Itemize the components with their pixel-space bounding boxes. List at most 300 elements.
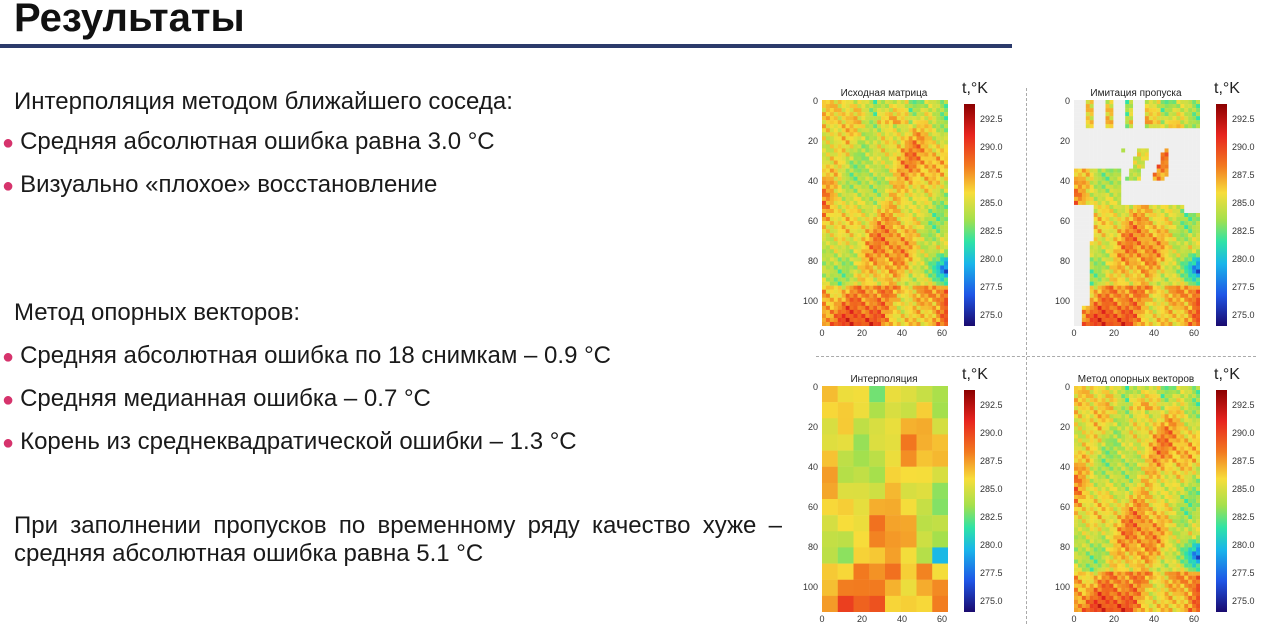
heatmap-cell xyxy=(909,205,913,209)
heatmap-cell xyxy=(830,310,834,314)
heatmap-cell xyxy=(1184,422,1188,426)
heatmap-cell xyxy=(1074,132,1078,136)
heatmap-cell xyxy=(913,209,917,213)
heatmap-cell xyxy=(1121,479,1125,483)
heatmap-cell xyxy=(1082,402,1086,406)
heatmap-cell xyxy=(1176,479,1180,483)
heatmap-cell xyxy=(854,237,858,241)
heatmap-cell xyxy=(893,290,897,294)
heatmap-cell xyxy=(1113,318,1117,322)
heatmap-cell xyxy=(1176,165,1180,169)
heatmap-cell xyxy=(826,221,830,225)
heatmap-cell xyxy=(1141,221,1145,225)
heatmap-cell xyxy=(1172,414,1176,418)
heatmap-cell xyxy=(924,165,928,169)
heatmap-cell xyxy=(901,181,905,185)
heatmap-cell xyxy=(924,209,928,213)
heatmap-cell xyxy=(1082,491,1086,495)
heatmap-cell xyxy=(1106,479,1110,483)
heatmap-cell xyxy=(1169,140,1173,144)
heatmap-cell xyxy=(901,249,905,253)
heatmap-cell xyxy=(869,104,873,108)
heatmap-cell xyxy=(1090,503,1094,507)
heatmap-cell xyxy=(877,274,881,278)
heatmap-cell xyxy=(940,314,944,318)
heatmap-cell xyxy=(901,173,905,177)
heatmap-cell xyxy=(1149,157,1153,161)
heatmap-cell xyxy=(881,221,885,225)
heatmap-cell xyxy=(932,245,936,249)
heatmap-cell xyxy=(1090,434,1094,438)
heatmap-cell xyxy=(1121,451,1125,455)
heatmap-cell xyxy=(1196,523,1200,527)
heatmap-cell xyxy=(1172,471,1176,475)
heatmap-cell xyxy=(920,282,924,286)
heatmap-cell xyxy=(1145,310,1149,314)
heatmap-cell xyxy=(1082,112,1086,116)
heatmap-cell xyxy=(1078,479,1082,483)
heatmap-cell xyxy=(1149,410,1153,414)
heatmap-cell xyxy=(1117,116,1121,120)
heatmap-cell xyxy=(889,165,893,169)
heatmap-cell xyxy=(877,318,881,322)
heatmap-cell xyxy=(1188,136,1192,140)
heatmap-cell xyxy=(1098,181,1102,185)
heatmap-cell xyxy=(834,112,838,116)
heatmap-cell xyxy=(1094,314,1098,318)
heatmap-cell xyxy=(1180,483,1184,487)
heatmap-cell xyxy=(1188,128,1192,132)
heatmap-cell xyxy=(822,314,826,318)
heatmap-cell xyxy=(830,278,834,282)
heatmap-cell xyxy=(1188,177,1192,181)
heatmap-cell xyxy=(932,229,936,233)
heatmap-cell xyxy=(1094,459,1098,463)
heatmap-cell xyxy=(1125,418,1129,422)
heatmap-cell xyxy=(1157,165,1161,169)
heatmap-cell xyxy=(881,177,885,181)
heatmap-cell xyxy=(1102,447,1106,451)
heatmap-cell xyxy=(1149,471,1153,475)
heatmap-cell xyxy=(901,261,905,265)
heatmap-cell xyxy=(1109,241,1113,245)
heatmap-cell xyxy=(1082,398,1086,402)
heatmap-cell xyxy=(842,290,846,294)
heatmap-cell xyxy=(842,209,846,213)
heatmap-cell xyxy=(834,241,838,245)
heatmap-cell xyxy=(1106,487,1110,491)
heatmap-cell xyxy=(1153,459,1157,463)
heatmap-cell xyxy=(1090,294,1094,298)
heatmap-cell xyxy=(944,189,948,193)
heatmap-cell xyxy=(1192,467,1196,471)
heatmap-cell xyxy=(861,161,865,165)
heatmap-cell xyxy=(1157,471,1161,475)
heatmap-cell xyxy=(1145,418,1149,422)
heatmap-cell xyxy=(1153,491,1157,495)
heatmap-cell xyxy=(1172,491,1176,495)
heatmap-cell xyxy=(1172,443,1176,447)
heatmap-cell xyxy=(1137,221,1141,225)
heatmap-cell xyxy=(1180,286,1184,290)
heatmap-cell xyxy=(1141,390,1145,394)
heatmap-cell xyxy=(905,261,909,265)
heatmap-cell xyxy=(1137,298,1141,302)
heatmap-cell xyxy=(893,165,897,169)
heatmap-cell xyxy=(1125,152,1129,156)
heatmap-cell xyxy=(940,136,944,140)
heatmap-cell xyxy=(1109,523,1113,527)
heatmap-cell xyxy=(1125,169,1129,173)
heatmap-cell xyxy=(1133,140,1137,144)
heatmap-cell xyxy=(897,189,901,193)
heatmap-cell xyxy=(932,310,936,314)
heatmap-cell xyxy=(1184,173,1188,177)
heatmap-cell xyxy=(1169,217,1173,221)
heatmap-cell xyxy=(1086,318,1090,322)
heatmap-cell xyxy=(920,112,924,116)
heatmap-cell xyxy=(826,282,830,286)
heatmap-cell xyxy=(1102,390,1106,394)
heatmap-cell xyxy=(857,265,861,269)
heatmap-cell xyxy=(920,302,924,306)
heatmap-cell xyxy=(1133,165,1137,169)
heatmap-cell xyxy=(917,173,921,177)
heatmap-cell xyxy=(1098,499,1102,503)
heatmap-cell xyxy=(1109,503,1113,507)
heatmap-cell xyxy=(1106,418,1110,422)
heatmap-cell xyxy=(1157,306,1161,310)
heatmap-cell xyxy=(869,310,873,314)
panel-title: Исходная матрица xyxy=(840,88,928,99)
heatmap-cell xyxy=(869,290,873,294)
colorbar-tick-label: 287.5 xyxy=(980,170,1003,180)
heatmap-cell xyxy=(857,116,861,120)
heatmap-cell xyxy=(1196,157,1200,161)
heatmap-cell xyxy=(1078,495,1082,499)
heatmap-cell xyxy=(1125,241,1129,245)
heatmap-cell xyxy=(1161,136,1165,140)
heatmap-cell xyxy=(944,318,948,322)
heatmap-cell xyxy=(1082,233,1086,237)
heatmap-cell xyxy=(834,314,838,318)
heatmap-cell xyxy=(1078,165,1082,169)
heatmap-cell xyxy=(893,310,897,314)
heatmap-cell xyxy=(1184,451,1188,455)
heatmap-cell xyxy=(1098,229,1102,233)
heatmap-cell xyxy=(846,100,850,104)
heatmap-cell xyxy=(1192,241,1196,245)
heatmap-cell xyxy=(1157,282,1161,286)
heatmap-cell xyxy=(842,157,846,161)
heatmap-cell xyxy=(1153,225,1157,229)
heatmap-cell xyxy=(1109,152,1113,156)
heatmap-cell xyxy=(877,108,881,112)
heatmap-cell xyxy=(1172,314,1176,318)
heatmap-cell xyxy=(1117,144,1121,148)
heatmap-cell xyxy=(1141,274,1145,278)
heatmap-cell xyxy=(822,169,826,173)
heatmap-cell xyxy=(834,209,838,213)
heatmap-cell xyxy=(1172,294,1176,298)
heatmap-cell xyxy=(826,161,830,165)
heatmap-cell xyxy=(854,402,870,418)
heatmap-cell xyxy=(838,221,842,225)
heatmap-cell xyxy=(1102,237,1106,241)
heatmap-cell xyxy=(857,237,861,241)
heatmap-cell xyxy=(909,290,913,294)
heatmap-cell xyxy=(920,140,924,144)
heatmap-cell xyxy=(1106,197,1110,201)
heatmap-cell xyxy=(1196,475,1200,479)
heatmap-cell xyxy=(1145,100,1149,104)
heatmap-cell xyxy=(928,265,932,269)
heatmap-cell xyxy=(889,144,893,148)
heatmap-cell xyxy=(1165,193,1169,197)
heatmap-cell xyxy=(1078,503,1082,507)
heatmap-cell xyxy=(1125,157,1129,161)
heatmap-cell xyxy=(1157,217,1161,221)
heatmap-cell xyxy=(893,241,897,245)
heatmap-cell xyxy=(885,302,889,306)
heatmap-cell xyxy=(1133,507,1137,511)
heatmap-cell xyxy=(1192,475,1196,479)
heatmap-cell xyxy=(1094,390,1098,394)
heatmap-cell xyxy=(842,286,846,290)
heatmap-cell xyxy=(1161,479,1165,483)
heatmap-cell xyxy=(932,197,936,201)
heatmap-cell xyxy=(1153,161,1157,165)
heatmap-cell xyxy=(1098,527,1102,531)
heatmap-cell xyxy=(1165,463,1169,467)
heatmap-cell xyxy=(1074,104,1078,108)
heatmap-cell xyxy=(865,213,869,217)
heatmap-cell xyxy=(1137,438,1141,442)
heatmap-cell xyxy=(834,128,838,132)
heatmap-cell xyxy=(1165,294,1169,298)
heatmap-cell xyxy=(920,225,924,229)
heatmap-cell xyxy=(1129,479,1133,483)
heatmap-cell xyxy=(1082,169,1086,173)
heatmap-cell xyxy=(1102,100,1106,104)
y-tick-label: 0 xyxy=(812,96,818,106)
heatmap-cell xyxy=(1109,495,1113,499)
heatmap-cell xyxy=(1145,447,1149,451)
heatmap-cell xyxy=(1165,523,1169,527)
heatmap-cell xyxy=(889,140,893,144)
heatmap-cell xyxy=(1169,426,1173,430)
heatmap-cell xyxy=(865,128,869,132)
heatmap-cell xyxy=(1074,443,1078,447)
heatmap-cell xyxy=(1121,322,1125,326)
heatmap-cell xyxy=(834,185,838,189)
heatmap-cell xyxy=(940,217,944,221)
heatmap-cell xyxy=(1078,108,1082,112)
heatmap-cell xyxy=(924,229,928,233)
heatmap-cell xyxy=(873,221,877,225)
heatmap-cell xyxy=(877,132,881,136)
heatmap-cell xyxy=(885,177,889,181)
heatmap-cell xyxy=(1098,257,1102,261)
heatmap-cell xyxy=(1078,310,1082,314)
heatmap-cell xyxy=(877,173,881,177)
heatmap-cell xyxy=(1094,294,1098,298)
heatmap-cell xyxy=(865,165,869,169)
heatmap-cell xyxy=(1137,523,1141,527)
heatmap-cell xyxy=(1113,169,1117,173)
heatmap-cell xyxy=(1137,193,1141,197)
heatmap-cell xyxy=(932,564,948,580)
heatmap-cell xyxy=(1074,278,1078,282)
heatmap-cell xyxy=(1172,144,1176,148)
heatmap-cell xyxy=(1074,205,1078,209)
heatmap-cell xyxy=(1109,229,1113,233)
heatmap-cell xyxy=(826,310,830,314)
heatmap-cell xyxy=(1196,447,1200,451)
heatmap-cell xyxy=(1172,261,1176,265)
heatmap-cell xyxy=(1086,422,1090,426)
heatmap-cell xyxy=(826,274,830,278)
heatmap-cell xyxy=(1192,451,1196,455)
heatmap-cell xyxy=(861,157,865,161)
heatmap-cell xyxy=(1082,217,1086,221)
heatmap-cell xyxy=(1161,390,1165,394)
x-tick-label: 40 xyxy=(896,328,907,338)
heatmap-cell xyxy=(1141,282,1145,286)
heatmap-cell xyxy=(1184,209,1188,213)
heatmap-cell xyxy=(1106,181,1110,185)
heatmap-cell xyxy=(1125,229,1129,233)
heatmap-cell xyxy=(944,132,948,136)
heatmap-cell xyxy=(873,177,877,181)
heatmap-cell xyxy=(1161,152,1165,156)
heatmap-cell xyxy=(846,209,850,213)
heatmap-cell xyxy=(1165,410,1169,414)
heatmap-cell xyxy=(940,112,944,116)
heatmap-cell xyxy=(861,310,865,314)
heatmap-cell xyxy=(1133,225,1137,229)
heatmap-cell xyxy=(1196,177,1200,181)
heatmap-cell xyxy=(1149,414,1153,418)
heatmap-cell xyxy=(1157,193,1161,197)
heatmap-cell xyxy=(1172,124,1176,128)
heatmap-cell xyxy=(830,314,834,318)
heatmap-cell xyxy=(822,270,826,274)
heatmap-cell xyxy=(1078,274,1082,278)
heatmap-cell xyxy=(1188,302,1192,306)
heatmap-cell xyxy=(1145,104,1149,108)
heatmap-cell xyxy=(1121,120,1125,124)
heatmap-cell xyxy=(822,177,826,181)
heatmap-cell xyxy=(940,265,944,269)
heatmap-cell xyxy=(857,318,861,322)
heatmap-cell xyxy=(854,418,870,434)
heatmap-cell xyxy=(1141,140,1145,144)
heatmap-cell xyxy=(1169,294,1173,298)
heatmap-cell xyxy=(1086,503,1090,507)
heatmap-cell xyxy=(834,278,838,282)
heatmap-cell xyxy=(1157,535,1161,539)
heatmap-cell xyxy=(936,294,940,298)
heatmap-cell xyxy=(944,157,948,161)
heatmap-cell xyxy=(1180,519,1184,523)
heatmap-cell xyxy=(1176,144,1180,148)
heatmap-cell xyxy=(838,418,854,434)
heatmap-cell xyxy=(1113,422,1117,426)
heatmap-cell xyxy=(865,205,869,209)
heatmap-cell xyxy=(834,169,838,173)
heatmap-cell xyxy=(1102,253,1106,257)
heatmap-cell xyxy=(1169,161,1173,165)
heatmap-cell xyxy=(822,451,838,467)
heatmap-cell xyxy=(889,116,893,120)
heatmap-cell xyxy=(1149,253,1153,257)
heatmap-cell xyxy=(1082,128,1086,132)
heatmap-cell xyxy=(1133,197,1137,201)
heatmap-cell xyxy=(1090,438,1094,442)
heatmap-cell xyxy=(830,274,834,278)
heatmap-cell xyxy=(893,249,897,253)
heatmap-cell xyxy=(1192,205,1196,209)
heatmap-cell xyxy=(1149,527,1153,531)
heatmap-cell xyxy=(1141,438,1145,442)
heatmap-cell xyxy=(830,157,834,161)
heatmap-cell xyxy=(1137,112,1141,116)
heatmap-cell xyxy=(1176,394,1180,398)
heatmap-cell xyxy=(1102,245,1106,249)
heatmap-cell xyxy=(1184,402,1188,406)
heatmap-cell xyxy=(842,249,846,253)
heatmap-cell xyxy=(1153,152,1157,156)
heatmap-cell xyxy=(826,193,830,197)
colorbar-tick-label: 277.5 xyxy=(980,568,1003,578)
heatmap-cell xyxy=(932,185,936,189)
heatmap-cell xyxy=(1180,173,1184,177)
heatmap-cell xyxy=(897,112,901,116)
heatmap-cell xyxy=(1090,221,1094,225)
heatmap-cell xyxy=(1086,241,1090,245)
heatmap-cell xyxy=(857,205,861,209)
heatmap-cell xyxy=(1106,165,1110,169)
heatmap-cell xyxy=(1196,249,1200,253)
heatmap-cell xyxy=(1109,527,1113,531)
heatmap-cell xyxy=(920,278,924,282)
heatmap-cell xyxy=(1137,314,1141,318)
heatmap-cell xyxy=(1121,418,1125,422)
heatmap-cell xyxy=(1176,463,1180,467)
heatmap-cell xyxy=(1192,406,1196,410)
heatmap-cell xyxy=(1188,459,1192,463)
heatmap-cell xyxy=(1169,249,1173,253)
heatmap-cell xyxy=(1133,209,1137,213)
heatmap-cell xyxy=(1141,479,1145,483)
heatmap-cell xyxy=(889,306,893,310)
heatmap-cell xyxy=(889,112,893,116)
heatmap-cell xyxy=(881,197,885,201)
heatmap-cell xyxy=(834,120,838,124)
heatmap-cell xyxy=(1074,438,1078,442)
heatmap-cell xyxy=(1086,274,1090,278)
heatmap-cell xyxy=(905,314,909,318)
heatmap-cell xyxy=(1196,185,1200,189)
heatmap-cell xyxy=(1149,390,1153,394)
heatmap-cell xyxy=(1169,165,1173,169)
heatmap-cell xyxy=(1196,438,1200,442)
heatmap-cell xyxy=(1109,189,1113,193)
heatmap-cell xyxy=(1078,185,1082,189)
heatmap-cell xyxy=(838,596,854,612)
heatmap-cell xyxy=(1137,161,1141,165)
